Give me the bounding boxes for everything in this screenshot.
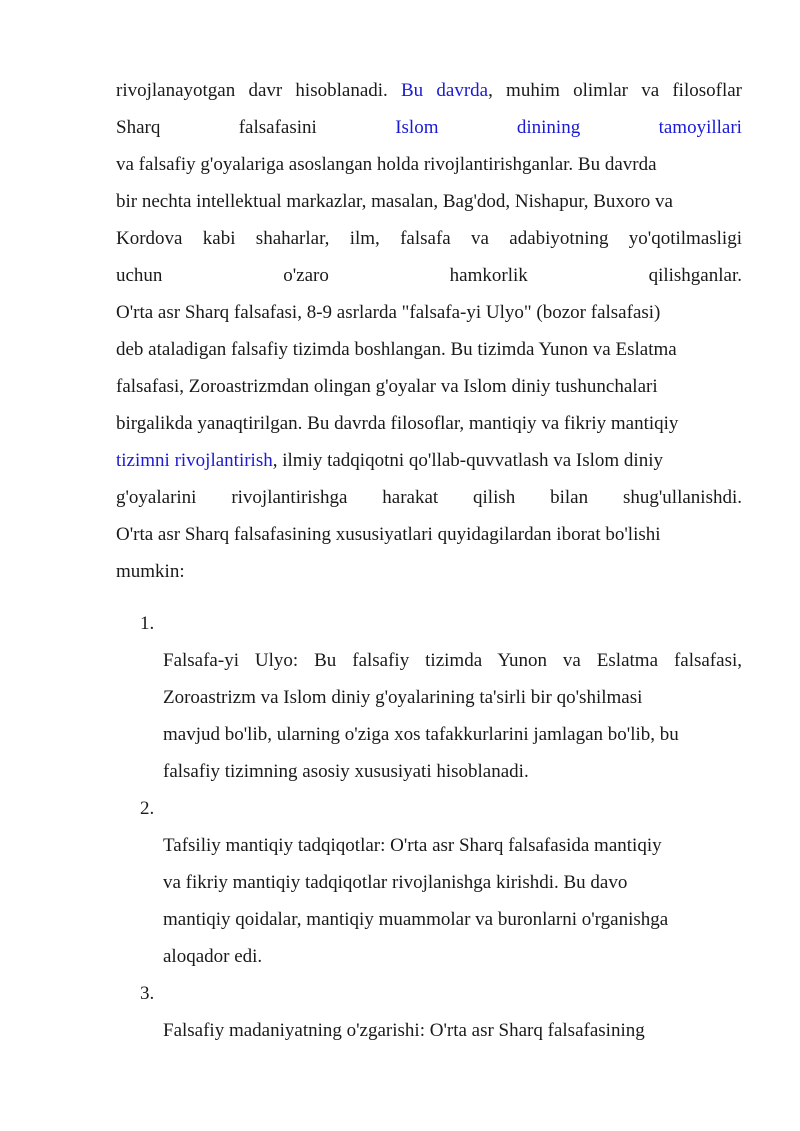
text-span: Falsafa-yi Ulyo: Bu falsafiy tizimda Yunon va Eslatma falsafasi, xyxy=(163,650,742,671)
word: qilishganlar. xyxy=(648,265,742,286)
text-line: O'rta asr Sharq falsafasi, 8-9 asrlarda "falsafa-yi Ulyo" (bozor falsafasi) xyxy=(116,302,661,323)
text-line: mumkin: xyxy=(116,561,185,582)
text-line: birgalikda yanaqtirilgan. Bu davrda filosoflar, mantiqiy va fikriy mantiqiy xyxy=(116,413,679,434)
paragraph-falsafa-yi-ulyo xyxy=(116,294,742,516)
word: Sharq xyxy=(116,117,161,138)
text-line xyxy=(116,72,742,109)
word: o'zaro xyxy=(283,265,329,286)
text-line xyxy=(116,479,742,516)
text-line: Zoroastrizm va Islom diniy g'oyalarining ta'sirli bir qo'shilmasi xyxy=(163,687,643,708)
word: harakat xyxy=(382,487,439,508)
list-number: 3. xyxy=(140,983,155,1004)
link-islom[interactable]: Islom xyxy=(395,117,439,138)
text-line xyxy=(116,220,742,257)
numbered-list xyxy=(116,605,742,1049)
link-dinining[interactable]: dinining xyxy=(516,117,581,138)
word: qilish xyxy=(473,487,516,508)
list-item xyxy=(116,605,742,790)
text-line: falsafiy tizimning asosiy xususiyati hisoblanadi. xyxy=(163,761,529,782)
text-line xyxy=(116,442,742,479)
list-item xyxy=(116,975,742,1049)
list-number: 2. xyxy=(140,798,155,819)
link-tamoyillari[interactable]: tamoyillari xyxy=(658,117,742,138)
list-item-body xyxy=(163,827,742,975)
text-line xyxy=(116,257,742,294)
word: g'oyalarini xyxy=(116,487,197,508)
text-line: O'rta asr Sharq falsafasining xususiyatlari quyidagilardan iborat bo'lishi xyxy=(116,524,661,545)
text-line xyxy=(116,109,742,146)
word: uchun xyxy=(116,265,163,286)
text-line: Tafsiliy mantiqiy tadqiqotlar: O'rta asr Sharq falsafasida mantiqiy xyxy=(163,835,662,856)
word: falsafasini xyxy=(238,117,317,138)
text-line: Falsafiy madaniyatning o'zgarishi: O'rta asr Sharq falsafasining xyxy=(163,1020,645,1041)
text-line: deb ataladigan falsafiy tizimda boshlangan. Bu tizimda Yunon va Eslatma xyxy=(116,339,677,360)
text-line: aloqador edi. xyxy=(163,946,263,967)
word: bilan xyxy=(550,487,589,508)
text-line: bir nechta intellektual markazlar, masalan, Bag'dod, Nishapur, Buxoro va xyxy=(116,191,673,212)
text-line: va fikriy mantiqiy tadqiqotlar rivojlanishga kirishdi. Bu davo xyxy=(163,872,628,893)
text-line: falsafasi, Zoroastrizmdan olingan g'oyalar va Islom diniy tushunchalari xyxy=(116,376,658,397)
link-tizimni-rivojlantirish[interactable]: tizimni rivojlantirish xyxy=(116,450,273,471)
paragraph-xususiyatlari xyxy=(116,516,742,590)
word: shug'ullanishdi. xyxy=(622,487,742,508)
text-line: mavjud bo'lib, ularning o'ziga xos tafakkurlarini jamlagan bo'lib, bu xyxy=(163,724,679,745)
paragraph-intro xyxy=(116,72,742,294)
list-number: 1. xyxy=(140,613,155,634)
text-span: , ilmiy tadqiqotni qo'llab-quvvatlash va Islom diniy xyxy=(272,450,663,471)
text-line: va falsafiy g'oyalariga asoslangan holda rivojlantirishganlar. Bu davrda xyxy=(116,154,657,175)
list-item-body xyxy=(163,1012,742,1049)
text-line xyxy=(163,642,742,679)
list-item-body xyxy=(163,642,742,790)
document-page xyxy=(116,72,742,1049)
text-line: mantiqiy qoidalar, mantiqiy muammolar va buronlarni o'rganishga xyxy=(163,909,669,930)
word: hamkorlik xyxy=(449,265,528,286)
text-span: rivojlanayotgan davr hisoblanadi. xyxy=(116,80,388,101)
text-span: Kordova kabi shaharlar, ilm, falsafa va adabiyotning yo'qotilmasligi xyxy=(116,228,742,249)
list-item xyxy=(116,790,742,975)
link-bu-davrda[interactable]: Bu davrda xyxy=(401,80,489,101)
word: rivojlantirishga xyxy=(231,487,348,508)
text-span: , muhim olimlar va filosoflar xyxy=(488,80,742,101)
